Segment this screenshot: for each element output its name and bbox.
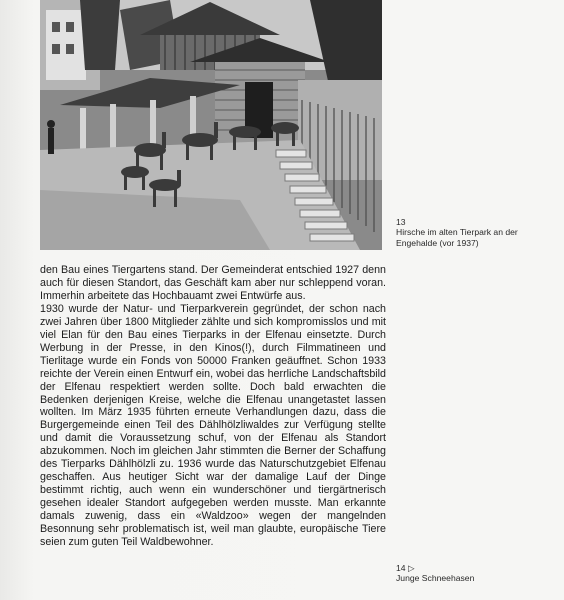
paragraph: 1930 wurde der Natur- und Tierparkverein gegründet, der schon nach zwei Jahren über 1800 Mitglieder zählte und sich kompromisslos und mit viel Elan für den Bau eines Tierparks in der Elfenau einsetzte. Durch Werbung in der Presse, in den Kinos(!), durch Filmmatineen und Tierlitage wurde ein Fonds von 50000 Franken geäuffnet. Schon 1933 reichte der Verein einen Entwurf ein, wobei das herrliche Landschaftsbild der Elfenau respektiert werden sollte. Doch bald erwachten die Bedenken derjenigen Kreise, welche die Elfenau unangetastet lassen wollten. Im März 1935 führten erneute Verhandlungen dazu, dass die Burgergemeinde einen Teil des Dählhölzliwaldes zur Verfügung stellte und damit die Voraussetzung schuf, von der Elfenau als Standort abzukommen. Noch im gleichen Jahr stimmten die Berner der Schaffung des Tierparks Dählhölzli zu. 1936 wurde das Naturschutzgebiet Elfenau geschaffen. Aus heutiger Sicht war der damalige Lauf der Dinge bestimmt richtig, auch wenn ein wunderschöner und tiergärtnerisch gesehen idealer Standort aufgegeben werden musste. Man erkannte damals zuwenig, dass ein «Waldzoo» wegen der mangelnden Besonnung sehr problematisch ist, weil man glaubte, europäische Tiere seien zum guten Teil Waldbewohner. <box>40 302 386 549</box>
paragraph: den Bau eines Tiergartens stand. Der Gemeinderat entschied 1927 denn auch für diesen Standort, das Geschäft kam aber nur schleppend voran. Immerhin arbeitete das Hochbauamt zwei Entwürfe aus. <box>40 264 386 302</box>
caption-text: Hirsche im alten Tierpark an der Engehalde (vor 1937) <box>396 227 518 248</box>
article-body <box>40 264 386 549</box>
caption-number: 14 ▷ <box>396 563 415 573</box>
caption-number: 13 <box>396 217 406 227</box>
photo-caption-14 <box>396 563 560 584</box>
deer-enclosure-photo-icon <box>40 0 382 250</box>
photo-caption-13 <box>396 217 560 248</box>
historic-photo <box>40 0 382 250</box>
caption-text: Junge Schneehasen <box>396 573 475 584</box>
